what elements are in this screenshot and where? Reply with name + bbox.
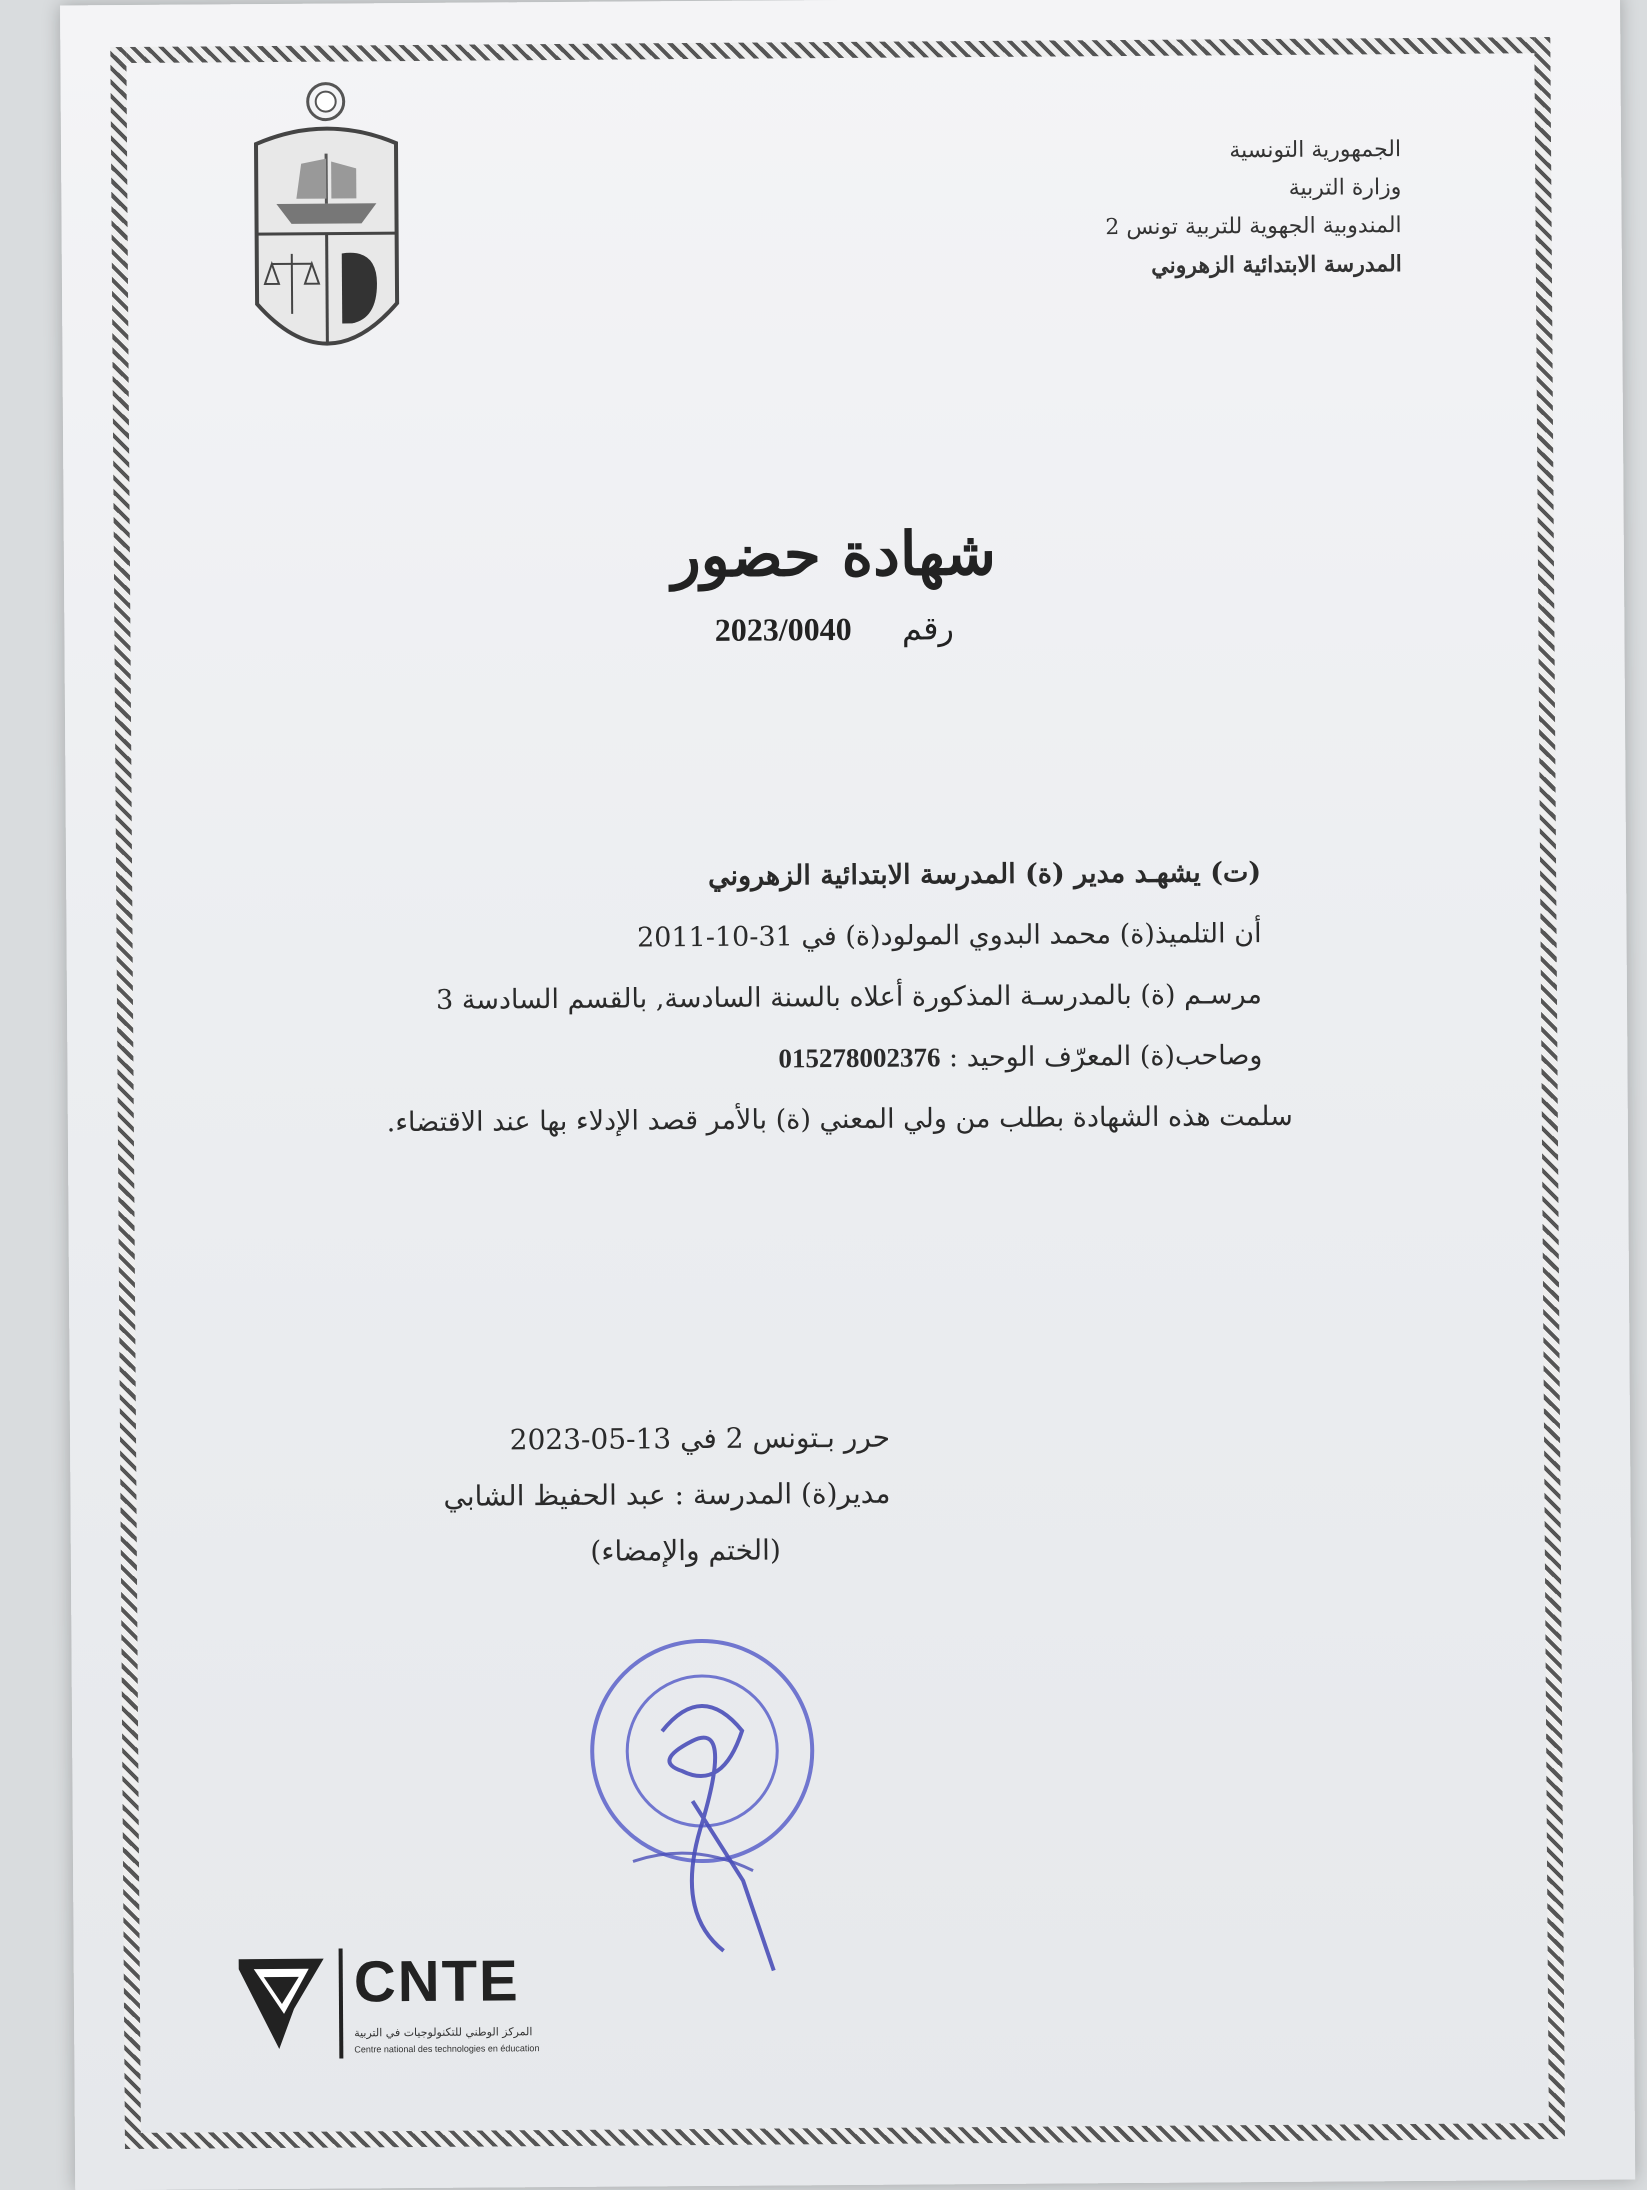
cnte-brand: CNTE [354, 1947, 520, 2015]
body-line-4 [162, 1025, 1262, 1094]
header-republic: الجمهورية التونسية [1105, 131, 1402, 171]
cnte-logo [234, 1947, 615, 2060]
header-regional-office: المندوبية الجهوية للتربية تونس 2 [1105, 207, 1402, 247]
certificate-page [60, 0, 1635, 2190]
director-name: مدير(ة) المدرسة : عبد الحفيظ الشابي [270, 1466, 890, 1526]
stamp-signature-note: (الختم والإمضاء) [271, 1522, 781, 1582]
header-ministry: وزارة التربية [1105, 169, 1402, 209]
body-line-5: سلمت هذه الشهادة بطلب من ولي المعني (ة) بالأمر قصد الإدلاء بها عند الاقتضاء. [163, 1086, 1293, 1155]
header-block [1105, 131, 1402, 285]
number-label: رقم [902, 609, 954, 647]
cnte-mark-icon [234, 1949, 330, 2060]
identifier-value: 015278002376 [778, 1042, 940, 1073]
coat-of-arms-emblem [226, 73, 428, 394]
cnte-arabic-name: المركز الوطني للتكنولوجيات في التربية [354, 2025, 532, 2039]
body-line-3: مرسـم (ة) بالمدرسـة المذكورة أعلاه بالسنة السادسة, بالقسم السادسة 3 [162, 964, 1262, 1033]
identifier-label: وصاحب(ة) المعرّف الوحيد : [949, 1040, 1263, 1073]
page-title: شهادة حضور [64, 515, 1604, 596]
official-stamp [571, 1620, 834, 1982]
body-line-1: (ت) يشهـد مدير (ة) المدرسة الابتدائية الزهروني [161, 842, 1261, 911]
issue-place-date: حرر بـتونس 2 في 13-05-2023 [270, 1410, 890, 1470]
header-school: المدرسة الابتدائية الزهروني [1105, 245, 1402, 285]
signature-block [270, 1410, 891, 1582]
certificate-body [161, 842, 1263, 1155]
body-line-2: أن التلميذ(ة) محمد البدوي المولود(ة) في 31-10-2011 [161, 903, 1261, 972]
cnte-divider [339, 1949, 344, 2059]
cnte-french-name: Centre national des technologies en éducation [354, 2043, 539, 2054]
number-value: 2023/0040 [715, 611, 852, 648]
